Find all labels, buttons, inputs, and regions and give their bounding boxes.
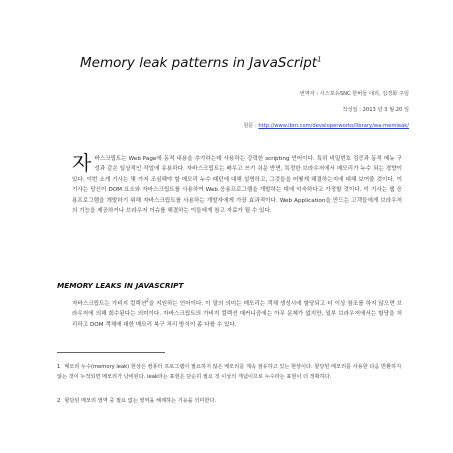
translator-line: 번역자 : 시스포유SNC 한버들 대리, 김경화 주임 xyxy=(299,91,409,97)
section-heading: MEMORY LEAKS IN JAVASCRIPT xyxy=(57,281,184,290)
source-link[interactable]: http://www.ibm.com/developerworks/library/wa-memleak/ xyxy=(258,123,409,129)
section-text-after-note: 을 지원하는 언어이다. 이 말의 의미는 메모리는 객체 생성시에 할당되고 더 이상 참조를 하지 않으면 브라우저에 의해 회수된다는 의미이다. 자바스크립트의 가비지 컬렉션 매커니즘에는 아무 문제가 없지만, 일부 브라우저에서는 할당을 처리하고 DOM 객체에 대한 메모리 복구 처리 방식이 좀 다를 수 있다. xyxy=(72,300,402,328)
footnote-1-text: 메모리 누수(memory leak) 현상은 컴퓨터 프로그램이 필요하지 않은 메모리를 계속 점유하고 있는 현상이다. 할당된 메모리를 사용한 다음 반환하지 않는 것이 누적되면 메모리가 낭비된다. leak라는 표현은 단순히 필요 것 이상의 개념이므로 누수라는 표현이 더 정확하다. xyxy=(57,364,402,381)
footnote-2-text: 할당된 메모리 영역 중 필요 없는 영역을 해제하는 기능을 의미한다. xyxy=(64,398,217,404)
footnote-2-mark: 2 xyxy=(57,398,61,404)
source-line xyxy=(243,122,409,129)
footnote-1-mark: 1 xyxy=(57,364,61,370)
section-text-before-note: 자바스크립트는 가비지 컬렉션 xyxy=(72,300,147,307)
date-line: 작성일 : 2013 년 3 월 20 일 xyxy=(342,107,409,113)
footnote-1 xyxy=(57,362,402,382)
footnote-divider xyxy=(57,352,165,353)
section-note-mark: 2 xyxy=(146,298,149,303)
intro-dropcap: 자 xyxy=(72,151,92,175)
section-paragraph xyxy=(72,296,402,330)
intro-text: 바스크립트는 Web Page에 동적 내용을 추가하는데 사용하는 강력한 scripting 언어이다. 특히 비밀번호 검증과 동적 메뉴 구성과 같은 일상적인 작업에 유용하다. 자바스크립트는 배우고 쓰기 쉬운 반면, 특정한 브라우저에서 메모리가 누수 되는 경향이 있다. 이번 소개 기사는 몇 가지 조심해야 할 메모리 누수 패턴에 대해 설명하고, 그것들을 어떻게 해결하는지에 대해 보여줄 것이다. 이 기사는 당신이 DOM 요소와 자바스크립트를 사용하여 Web 응용프로그램을 개발하는 데에 익숙하다고 가정할 것이다. 이 기사는 웹 응용프로그램을 개발하기 위해 자바스크립트를 사용하는 개발자에게 가장 효과적이다. Web Application을 만드는 고객들에게 브라우저의 기능을 제공하거나 브라우저 이슈를 해결하는 이들에게 참고 자료가 될 수 있다. xyxy=(72,156,402,215)
document-title-line xyxy=(80,55,322,71)
document-title: Memory leak patterns in JavaScript xyxy=(80,55,318,71)
title-footnote-mark: 1 xyxy=(317,55,322,64)
intro-paragraph xyxy=(72,151,402,216)
source-label: 원문 : xyxy=(243,123,259,129)
footnote-2 xyxy=(57,396,402,406)
